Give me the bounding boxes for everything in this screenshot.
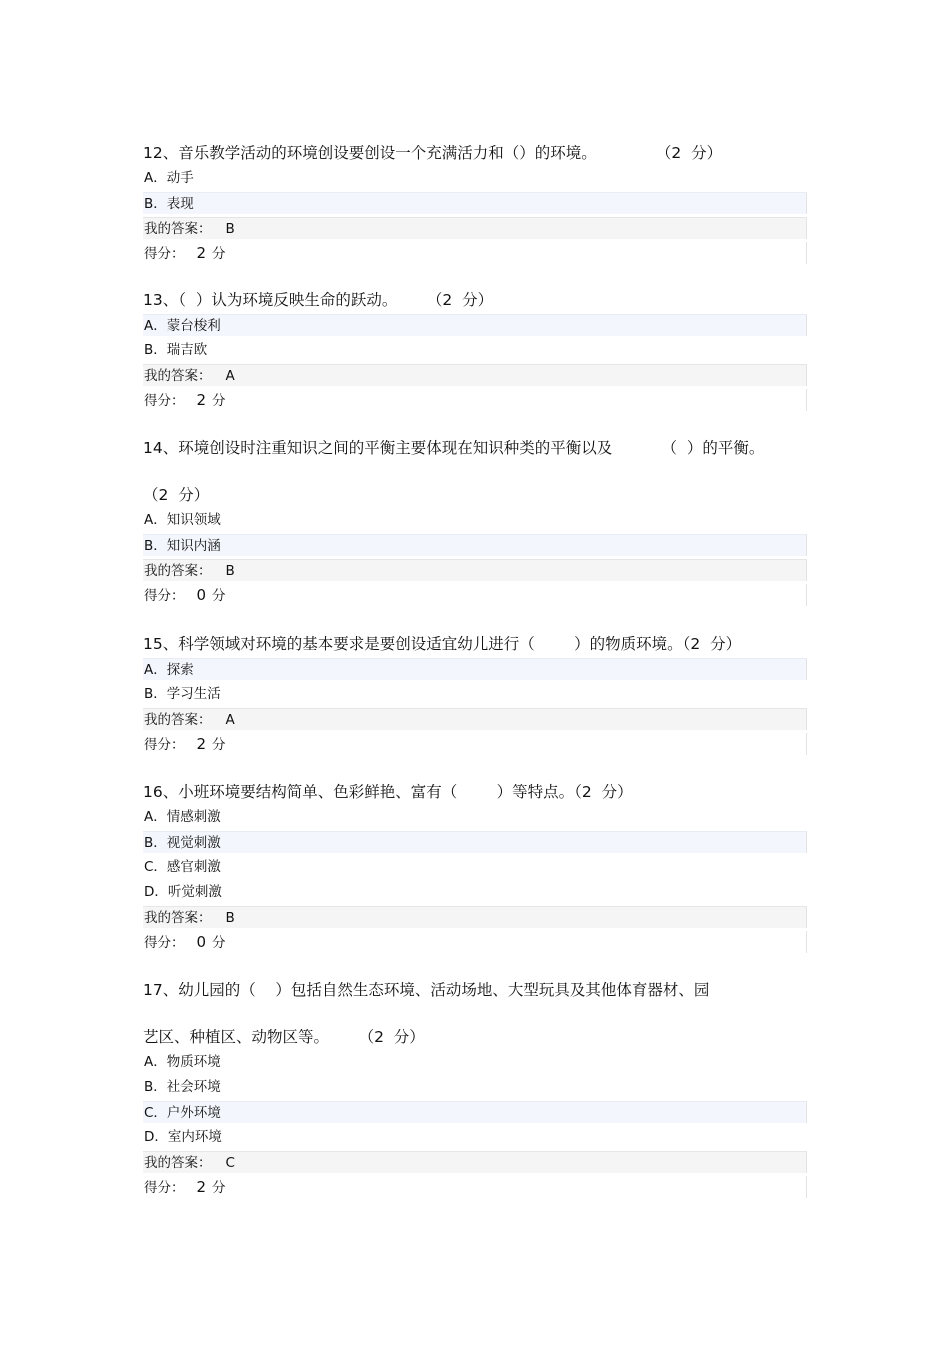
- option-c[interactable]: C．感官刺激: [144, 859, 221, 875]
- option-d[interactable]: D．室内环境: [144, 1129, 222, 1145]
- score-value: 0: [196, 933, 207, 951]
- my-answer-row: [143, 906, 807, 928]
- option-b[interactable]: B．社会环境: [144, 1079, 221, 1095]
- score-row: [143, 733, 807, 755]
- answer-value: B: [225, 563, 235, 579]
- score-value: 2: [196, 391, 207, 409]
- answer-label: 我的答案：: [144, 368, 212, 384]
- score-row: [143, 242, 807, 264]
- option-a[interactable]: A．情感刺激: [144, 809, 221, 825]
- score-row: [143, 931, 807, 953]
- score-unit: 分: [212, 935, 226, 951]
- score-row: [143, 1176, 807, 1198]
- answer-label: 我的答案：: [144, 910, 212, 926]
- option-a[interactable]: A．蒙台梭利: [143, 314, 807, 336]
- score-unit: 分: [212, 246, 226, 262]
- question-title: [143, 980, 807, 1047]
- score-row: [143, 389, 807, 411]
- option-b[interactable]: B．知识内涵: [143, 534, 807, 556]
- score-unit: 分: [212, 588, 226, 604]
- question-title: 16、小班环境要结构简单、色彩鲜艳、富有（ ）等特点。（2 分）: [143, 783, 633, 801]
- answer-label: 我的答案：: [144, 712, 212, 728]
- score-unit: 分: [212, 1180, 226, 1196]
- question-title: 12、音乐教学活动的环境创设要创设一个充满活力和（）的环境。 （2 分）: [143, 144, 723, 162]
- option-d[interactable]: D．听觉刺激: [144, 884, 222, 900]
- score-label: 得分：: [144, 737, 185, 753]
- score-row: [143, 584, 807, 606]
- option-a[interactable]: A．知识领域: [144, 512, 221, 528]
- question-title: [143, 438, 807, 505]
- answer-label: 我的答案：: [144, 563, 212, 579]
- option-a[interactable]: A．探索: [143, 658, 807, 680]
- option-a[interactable]: A．物质环境: [144, 1054, 221, 1070]
- answer-value: A: [225, 368, 235, 384]
- my-answer-row: [143, 364, 807, 386]
- question-15: [143, 634, 807, 755]
- answer-label: 我的答案：: [144, 1155, 212, 1171]
- my-answer-row: [143, 559, 807, 581]
- score-value: 2: [196, 735, 207, 753]
- question-16: [143, 782, 807, 953]
- question-title: 13、（ ）认为环境反映生命的跃动。 （2 分）: [143, 291, 494, 309]
- answer-value: C: [225, 1155, 235, 1171]
- answer-value: B: [225, 221, 235, 237]
- question-title-line-2: 艺区、种植区、动物区等。 （2 分）: [143, 1028, 425, 1046]
- score-unit: 分: [212, 737, 226, 753]
- score-label: 得分：: [144, 1180, 185, 1196]
- question-14: [143, 438, 807, 606]
- my-answer-row: [143, 1151, 807, 1173]
- answer-label: 我的答案：: [144, 221, 212, 237]
- score-value: 2: [196, 1178, 207, 1196]
- answer-value: B: [225, 910, 235, 926]
- option-a[interactable]: A．动手: [144, 170, 194, 186]
- score-label: 得分：: [144, 246, 185, 262]
- score-value: 2: [196, 244, 207, 262]
- my-answer-row: [143, 708, 807, 730]
- question-title-line-1: 17、幼儿园的（ ）包括自然生态环境、活动场地、大型玩具及其他体育器材、园: [143, 981, 710, 999]
- score-value: 0: [196, 586, 207, 604]
- option-b[interactable]: B．学习生活: [144, 686, 221, 702]
- question-12: [143, 143, 807, 264]
- question-17: [143, 980, 807, 1198]
- option-c[interactable]: C．户外环境: [143, 1101, 807, 1123]
- question-title-line-1: 14、环境创设时注重知识之间的平衡主要体现在知识种类的平衡以及 （ ）的平衡。: [143, 439, 765, 457]
- my-answer-row: [143, 217, 807, 239]
- question-13: [143, 290, 807, 411]
- answer-value: A: [225, 712, 235, 728]
- question-title-line-2: （2 分）: [143, 486, 210, 504]
- question-title: 15、科学领域对环境的基本要求是要创设适宜幼儿进行（ ）的物质环境。（2 分）: [143, 635, 742, 653]
- option-b[interactable]: B．视觉刺激: [143, 831, 807, 853]
- score-label: 得分：: [144, 588, 185, 604]
- option-b[interactable]: B．表现: [143, 192, 807, 214]
- score-label: 得分：: [144, 935, 185, 951]
- score-unit: 分: [212, 393, 226, 409]
- score-label: 得分：: [144, 393, 185, 409]
- option-b[interactable]: B．瑞吉欧: [144, 342, 208, 358]
